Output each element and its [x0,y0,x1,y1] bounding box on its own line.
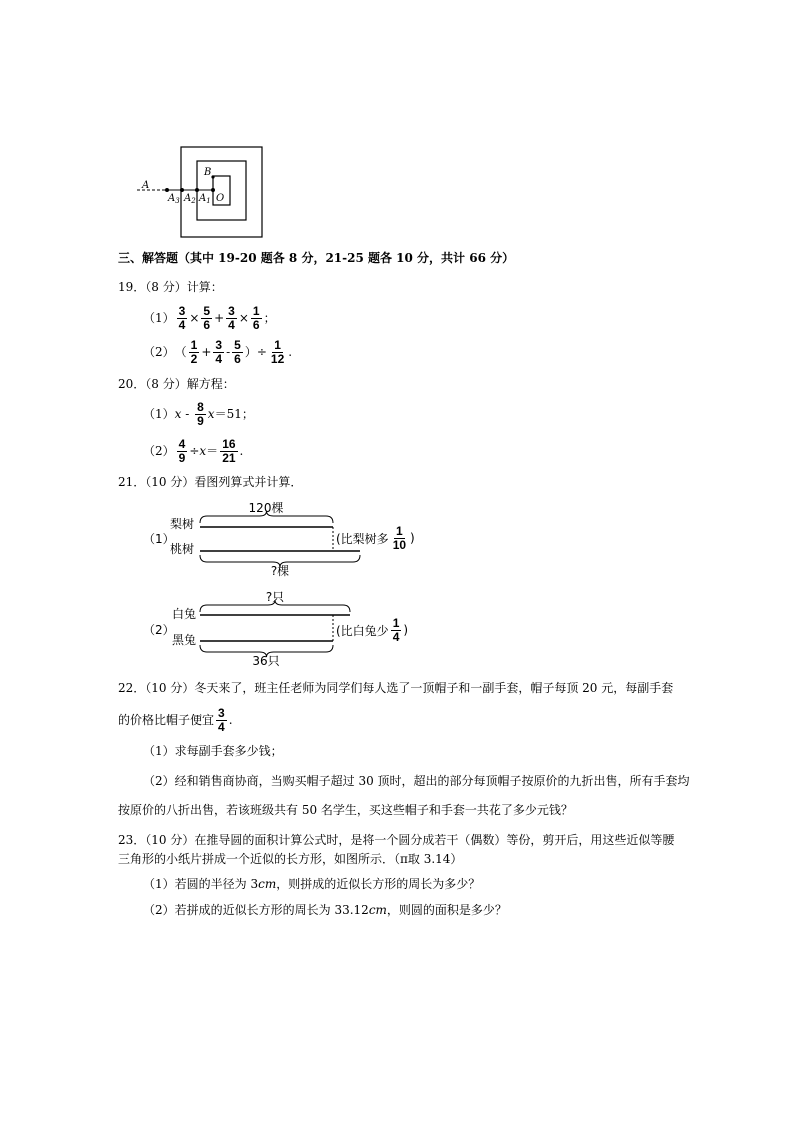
d2-top-brace-label: ?只 [265,590,285,604]
expr-text: （ [174,345,187,359]
outer-square [181,147,262,237]
d1-bottom-name: 桃树 [170,542,195,556]
d1-top-name: 梨树 [170,517,195,531]
point-a1-label [199,193,211,207]
expr-text: (比白兔少 [336,623,389,638]
d1-top-brace-label: 120棵 [248,501,284,515]
label-base: A [168,193,176,204]
fraction-numerator: 5 [203,303,211,318]
expr-text: ，则拼成的近似长方形的周长为多少？ [276,877,481,891]
expr-text: （2） [143,444,175,458]
d1-note [336,523,415,553]
d2-label: （2） [143,623,175,637]
expr-text: - [181,407,194,421]
expr-text: ）÷ [244,345,267,359]
fraction-denominator: 6 [203,317,211,332]
variable: x [174,407,182,421]
fraction-denominator: 6 [234,351,241,366]
expr-text: （1）若圆的半径为 3 [143,877,259,891]
fraction-denominator: 2 [190,351,198,366]
q22-line1: 22．（10 分）冬天来了，班主任老师为同学们每人选了一顶帽子和一副手套，帽子每顶 20 元，每副手套 [118,681,674,695]
d2-bottom-brace-label: 36只 [252,654,280,668]
expr-text: × [189,311,200,325]
d2-bottom-name: 黑兔 [172,633,197,647]
q22-part2-line2: 按原价的八折出售，若该班级共有 50 名学生，买这些帽子和手套一共花了多少元钱？ [118,803,573,817]
fraction-numerator: 4 [178,436,186,451]
q20-stem: 20．（8 分）解方程： [118,377,235,391]
expr-text: . [239,444,244,458]
fraction-denominator: 12 [270,351,285,366]
section-heading: 三、解答题（其中 19-20 题各 8 分，21-25 题各 10 分，共计 66 分） [118,251,515,265]
fraction-numerator: 3 [178,303,186,318]
d1-label: （1） [143,532,175,546]
point-a-label: A [142,180,150,191]
expr-text: - [226,345,231,359]
fraction-denominator: 4 [178,317,186,332]
point-a1 [195,188,199,192]
point-b [211,175,214,178]
point-a2-label [184,193,196,207]
expr-text: ＝51； [214,407,254,421]
expr-text: （1） [143,407,175,421]
fraction [391,617,402,644]
expr-text: （2） [143,345,175,359]
expr-text: (比梨树多 [336,531,389,546]
point-a3-label [168,193,180,207]
point-a3 [165,188,169,192]
q21-stem: 21．（10 分）看图列算式并计算． [118,475,303,489]
expr-text: . [228,713,233,727]
expr-text: + [214,311,225,325]
q23-line1: 23．（10 分）在推导圆的面积计算公式时，是将一个圆分成若干（偶数）等份，剪开后，用这些近似等腰 [118,833,675,847]
expr-text: （1） [143,311,175,325]
fraction [391,525,408,552]
fraction-numerator: 1 [392,615,400,630]
fraction-numerator: 1 [274,337,281,352]
q23-part2 [143,902,507,918]
fraction-denominator: 9 [197,413,204,428]
expr-text: ) [410,531,415,545]
expr-text: ) [403,623,409,637]
expr-text: ÷ [189,444,200,458]
expr-text: . [288,345,293,359]
label-subscript: 1 [206,197,211,205]
d2-top-name: 白兔 [172,607,197,621]
fraction-numerator: 16 [222,436,236,451]
fraction-numerator: 5 [234,337,241,352]
fraction-denominator: 4 [218,719,225,734]
fraction-denominator: 4 [392,629,400,644]
label-subscript: 3 [175,197,180,205]
fraction-denominator: 9 [178,450,186,465]
q22-part1: （1）求每副手套多少钱； [143,744,283,758]
fraction [232,339,243,366]
expr-text: （2）若拼成的近似长方形的周长为 33.12 [143,903,369,917]
fraction [269,339,286,366]
expr-text: ，则圆的面积是多少？ [386,903,507,917]
point-a2 [180,188,184,192]
q19-stem: 19．（8 分）计算： [118,280,223,294]
fraction [189,339,200,366]
fraction [213,339,224,366]
fraction [226,305,237,332]
fraction [201,305,212,332]
expr-text: ＝ [206,444,219,458]
fraction [251,305,262,332]
d1-bottom-brace-label: ?棵 [270,564,290,578]
expr-text: × [238,311,249,325]
fraction-denominator: 4 [228,317,235,332]
expr-text: + [201,345,212,359]
variable: x [207,407,215,421]
point-o [211,188,215,192]
fraction-denominator: 21 [222,450,236,465]
q22-line2 [118,705,233,735]
point-b-label: B [204,167,212,178]
q23-line2: 三角形的小纸片拼成一个近似的长方形，如图所示．（π取 3.14） [118,852,463,866]
label-subscript: 2 [191,197,196,205]
fraction [216,707,227,734]
fraction [195,401,206,428]
fraction-numerator: 1 [252,303,260,318]
fraction [177,305,188,332]
fraction-numerator: 1 [190,337,198,352]
fraction [177,438,188,465]
d2-note [336,615,408,645]
variable: x [199,444,207,458]
fraction-numerator: 1 [396,523,403,538]
q23-part1 [143,876,480,892]
expr-text: 的价格比帽子便宜 [118,713,215,727]
fraction-denominator: 4 [215,351,223,366]
fraction-numerator: 3 [228,303,235,318]
q22-part2-line1: （2）经和销售商协商，当购买帽子超过 30 顶时，超出的部分每顶帽子按原价的九折出售，所有手套均 [143,774,690,788]
fraction-numerator: 8 [197,399,204,414]
variable: cm [368,903,387,917]
fraction-numerator: 3 [218,705,225,720]
fraction-denominator: 10 [392,537,407,552]
fraction-numerator: 3 [215,337,223,352]
q19-part2 [143,337,292,367]
label-base: A [184,193,192,204]
fraction [220,438,237,465]
point-o-label: O [216,193,225,204]
expr-text: ； [263,311,276,325]
label-base: A [199,193,207,204]
q20-part1 [143,399,254,429]
fraction-denominator: 6 [252,317,260,332]
q19-part1 [143,303,276,333]
q20-part2 [143,436,243,466]
variable: cm [258,877,277,891]
